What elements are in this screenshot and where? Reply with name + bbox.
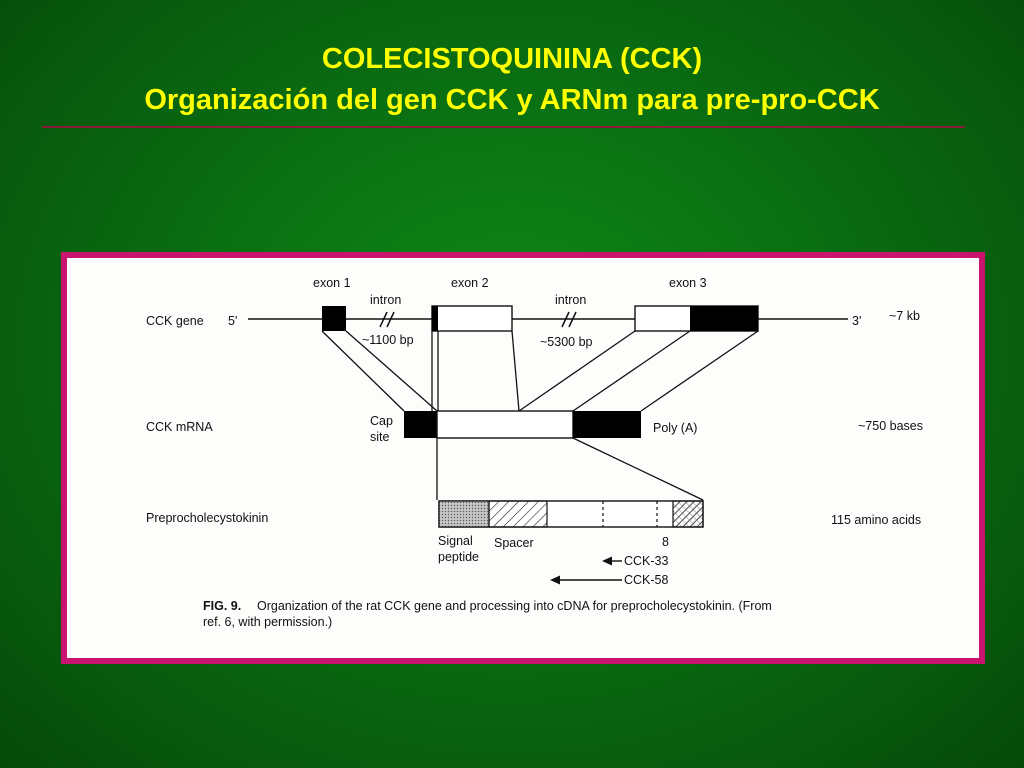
gene-three-prime: 3' bbox=[852, 314, 862, 328]
mrna-3utr-block bbox=[573, 411, 641, 438]
mrna-polya-label: Poly (A) bbox=[653, 421, 698, 435]
protein-label: Preprocholecystokinin bbox=[146, 511, 269, 525]
exon3-label: exon 3 bbox=[669, 276, 707, 290]
gene-size: ~7 kb bbox=[889, 309, 920, 323]
title-divider bbox=[42, 126, 965, 128]
slide-title: COLECISTOQUININA (CCK) bbox=[321, 43, 703, 75]
mrna-5utr-block bbox=[404, 411, 437, 438]
caption-line2: ref. 6, with permission.) bbox=[203, 615, 333, 629]
figure-frame bbox=[61, 252, 985, 664]
intron1-label: intron bbox=[370, 293, 402, 307]
cck58-label: CCK-58 bbox=[624, 573, 669, 587]
exon1-box bbox=[322, 306, 346, 331]
mrna-coding-block bbox=[437, 411, 573, 438]
caption-fig-number: FIG. 9. bbox=[203, 599, 242, 613]
cck8-region bbox=[673, 501, 703, 527]
exon2-box bbox=[432, 306, 512, 331]
mrna-cap-label: Cap bbox=[370, 414, 393, 428]
exon1-label: exon 1 bbox=[313, 276, 351, 290]
signal-peptide-region bbox=[439, 501, 489, 527]
cck33-label: CCK-33 bbox=[624, 554, 669, 568]
caption-line1: Organization of the rat CCK gene and processing into cDNA for preprocholecystokinin. (From bbox=[257, 599, 772, 613]
intron1-size: ~1100 bp bbox=[362, 333, 414, 347]
gene-five-prime: 5' bbox=[228, 314, 238, 328]
cck8-marker: 8 bbox=[662, 535, 669, 549]
spacer-region bbox=[489, 501, 547, 527]
slide-subtitle: Organización del gen CCK y ARNm para pre-pro-CCK bbox=[144, 84, 880, 116]
protein-size: 115 amino acids bbox=[831, 513, 922, 527]
mrna-label: CCK mRNA bbox=[146, 420, 213, 434]
intron2-label: intron bbox=[555, 293, 587, 307]
translation-line-right bbox=[573, 438, 703, 500]
cck-gene-diagram bbox=[61, 252, 985, 664]
peptide-label: peptide bbox=[438, 550, 480, 564]
mrna-size: ~750 bases bbox=[858, 419, 923, 433]
gene-label: CCK gene bbox=[146, 314, 204, 328]
exon2-label: exon 2 bbox=[451, 276, 489, 290]
signal-label: Signal bbox=[438, 534, 473, 548]
mrna-site-label: site bbox=[370, 430, 390, 444]
intron2-size: ~5300 bp bbox=[540, 335, 593, 349]
spacer-label: Spacer bbox=[494, 536, 534, 550]
